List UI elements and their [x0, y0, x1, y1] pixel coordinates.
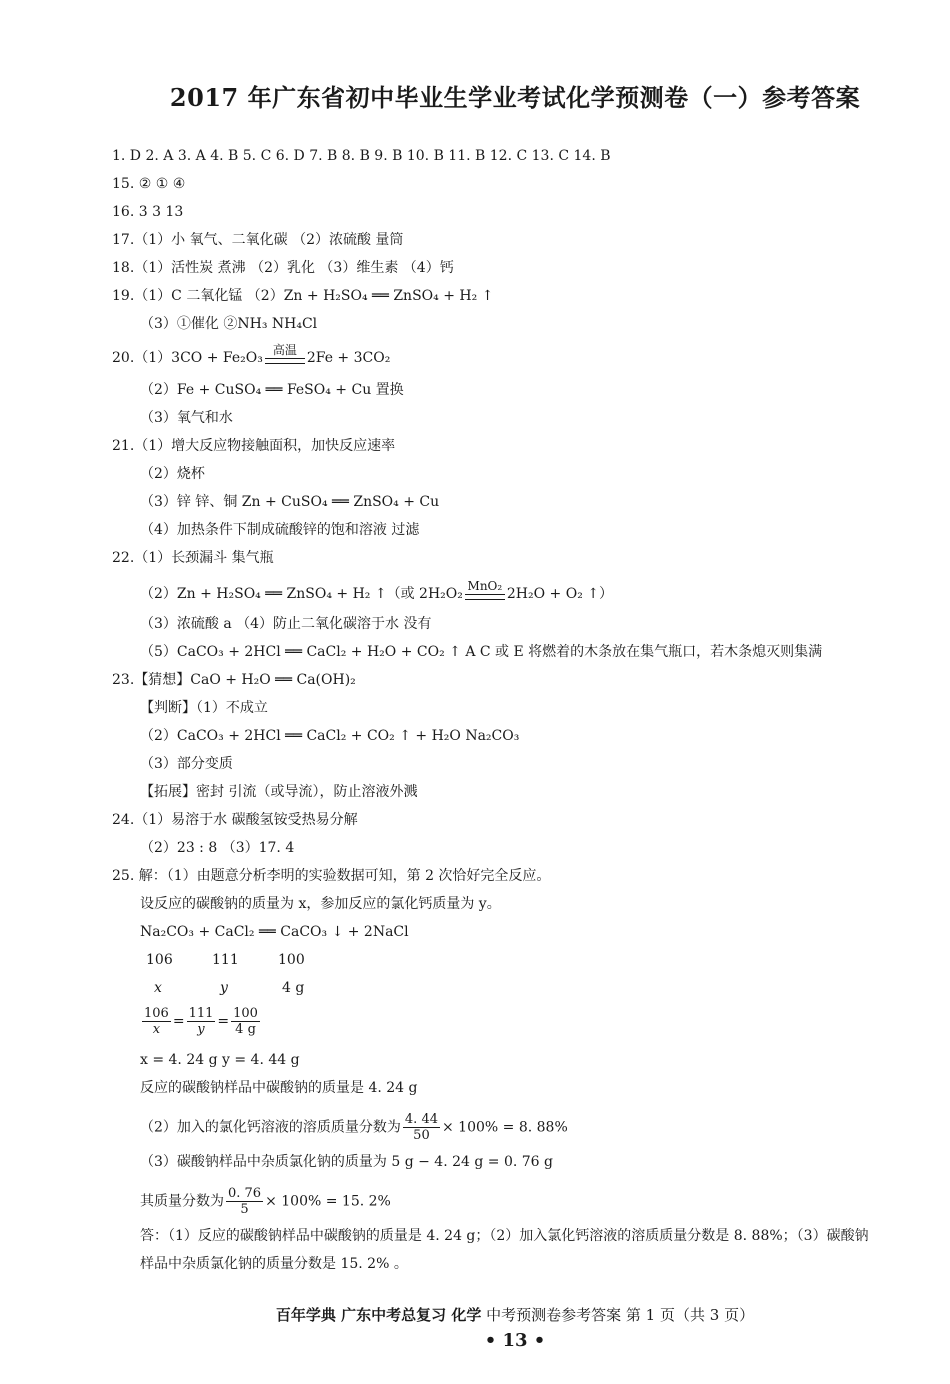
- numerator: 0. 76: [228, 1186, 262, 1201]
- numerator: 111: [188, 1006, 214, 1021]
- answer-line-18: 18.（1）活性炭 煮沸 （2）乳化 （3）维生素 （4）钙: [112, 260, 454, 276]
- page-title: 2017 年广东省初中毕业生学业考试化学预测卷（一）参考答案: [169, 83, 861, 112]
- answer-line-25-c: Na₂CO₃ + CaCl₂ ══ CaCO₃ ↓ + 2NaCl: [140, 924, 409, 940]
- answer-line-22-b: [140, 579, 613, 604]
- text-before-fraction: （2）加入的氯化钙溶液的溶质质量分数为: [140, 1119, 401, 1136]
- answer-line-23-e: 【拓展】密封 引流（或导流），防止溶液外溅: [140, 784, 418, 800]
- answer-line-25-h: 反应的碳酸钠样品中碳酸钠的质量是 4. 24 g: [140, 1080, 418, 1096]
- answer-line-25-j: （3）碳酸钠样品中杂质氯化钠的质量为 5 g − 4. 24 g = 0. 76 g: [140, 1154, 554, 1170]
- unknown-row: [154, 978, 348, 998]
- footer-page-info: 中考预测卷参考答案 第 1 页（共 3 页）: [481, 1306, 755, 1324]
- equation-left: 20.（1）3CO + Fe₂O₃: [112, 350, 263, 366]
- answer-line-20-b: （2）Fe + CuSO₄ ══ FeSO₄ + Cu 置换: [140, 382, 404, 398]
- answer-line-22-a: 22.（1）长颈漏斗 集气瓶: [112, 550, 274, 566]
- answer-summary-line-1: 答：（1）反应的碳酸钠样品中碳酸钠的质量是 4. 24 g；（2）加入氯化钙溶液的溶质质量分数是 8. 88%；（3）碳酸钠: [140, 1228, 869, 1244]
- answer-line-15: 15. ② ① ④: [112, 176, 186, 192]
- answer-line-23-a: 23.【猜想】CaO + H₂O ══ Ca(OH)₂: [112, 672, 356, 688]
- unknown-x: x: [154, 980, 162, 996]
- answer-line-21-a: 21.（1）增大反应物接触面积，加快反应速率: [112, 438, 396, 454]
- fraction-4.44-50: [403, 1112, 440, 1143]
- molar-mass-cacl2: 111: [212, 952, 239, 968]
- denominator: y: [197, 1022, 205, 1037]
- condition-label: 高温: [272, 343, 297, 357]
- equation-left: （2）Zn + H₂SO₄ ══ ZnSO₄ + H₂ ↑（或 2H₂O₂: [140, 586, 463, 602]
- answer-line-25-g: x = 4. 24 g y = 4. 44 g: [140, 1052, 300, 1068]
- equation-right: 2H₂O + O₂ ↑）: [506, 586, 613, 602]
- answer-line-25-b: 设反应的碳酸钠的质量为 x，参加反应的氯化钙质量为 y。: [140, 896, 501, 912]
- answer-line-21-c: （3）锌 锌、铜 Zn + CuSO₄ ══ ZnSO₄ + Cu: [140, 494, 440, 510]
- answer-line-17: 17.（1）小 氧气、二氧化碳 （2）浓硫酸 量筒: [112, 232, 404, 248]
- known-mass: 4 g: [282, 980, 305, 996]
- reaction-condition: [465, 580, 505, 600]
- answer-line-20-c: （3）氧气和水: [140, 410, 233, 426]
- page-footer: [0, 1304, 950, 1325]
- footer-book-title: 百年学典 广东中考总复习 化学: [275, 1306, 482, 1324]
- answer-line-25-i: [140, 1112, 568, 1143]
- denominator: 4 g: [235, 1022, 256, 1037]
- answer-line-23-c: （2）CaCO₃ + 2HCl ══ CaCl₂ + CO₂ ↑ + H₂O Na₂CO₃: [140, 728, 520, 744]
- answer-line-19-b: （3）①催化 ②NH₃ NH₄Cl: [140, 316, 318, 332]
- equals-sign: [465, 594, 505, 600]
- answer-line-20-a: [112, 343, 391, 368]
- denominator: 50: [413, 1128, 430, 1143]
- molar-mass-na2co3: 106: [146, 952, 173, 968]
- molar-mass-caco3: 100: [278, 952, 305, 968]
- text-after-fraction: × 100% = 15. 2%: [265, 1193, 391, 1210]
- denominator: 5: [240, 1202, 249, 1217]
- answer-line-21-d: （4）加热条件下制成硫酸锌的饱和溶液 过滤: [140, 522, 420, 538]
- equals-sign: [265, 358, 305, 364]
- fraction-106-x: [142, 1006, 171, 1037]
- answer-line-21-b: （2）烧杯: [140, 466, 205, 482]
- reaction-condition: [265, 344, 305, 364]
- answer-line-19-a: 19.（1）C 二氧化锰 （2）Zn + H₂SO₄ ══ ZnSO₄ + H₂ ↑: [112, 288, 494, 304]
- answer-line-22-c: （3）浓硫酸 a （4）防止二氧化碳溶于水 没有: [140, 616, 432, 632]
- answer-summary-line-2: 样品中杂质氯化钠的质量分数是 15. 2% 。: [140, 1256, 408, 1272]
- answer-line-24-b: （2）23 : 8 （3）17. 4: [140, 840, 295, 856]
- answer-line-23-b: 【判断】（1）不成立: [140, 700, 268, 716]
- answer-line-24-a: 24.（1）易溶于水 碳酸氢铵受热易分解: [112, 812, 358, 828]
- proportion-equation: $\frac{106}{x}$ = $\frac{111}{y}$ = $\frac{100}{4 g}$: [144, 1006, 258, 1037]
- numerator: 100: [233, 1006, 258, 1021]
- text-after-fraction: × 100% = 8. 88%: [441, 1119, 568, 1136]
- page-number: • 13 •: [484, 1330, 546, 1351]
- molar-mass-row: [146, 950, 344, 970]
- fraction-100-4g: [231, 1006, 260, 1037]
- equation-right: 2Fe + 3CO₂: [306, 350, 391, 366]
- text-before-fraction: 其质量分数为: [140, 1193, 224, 1210]
- numerator: 106: [144, 1006, 169, 1021]
- denominator: x: [152, 1022, 161, 1037]
- answer-line-22-d: （5）CaCO₃ + 2HCl ══ CaCl₂ + H₂O + CO₂ ↑ A C 或 E 将燃着的木条放在集气瓶口，若木条熄灭则集满: [140, 644, 823, 660]
- answer-line-25-k: [140, 1186, 391, 1217]
- condition-label: MnO₂: [467, 579, 503, 593]
- answer-line-23-d: （3）部分变质: [140, 756, 233, 772]
- fraction-111-y: [187, 1006, 216, 1037]
- numerator: 4. 44: [404, 1112, 438, 1127]
- unknown-y: y: [220, 980, 228, 996]
- answer-line-25-a: 25. 解：（1）由题意分析李明的实验数据可知，第 2 次恰好完全反应。: [112, 868, 551, 884]
- fraction-0.76-5: [226, 1186, 263, 1217]
- answer-line-1-14: 1. D 2. A 3. A 4. B 5. C 6. D 7. B 8. B 9. B 10. B 11. B 12. C 13. C 14. B: [112, 148, 611, 164]
- answer-line-16: 16. 3 3 13: [112, 204, 184, 220]
